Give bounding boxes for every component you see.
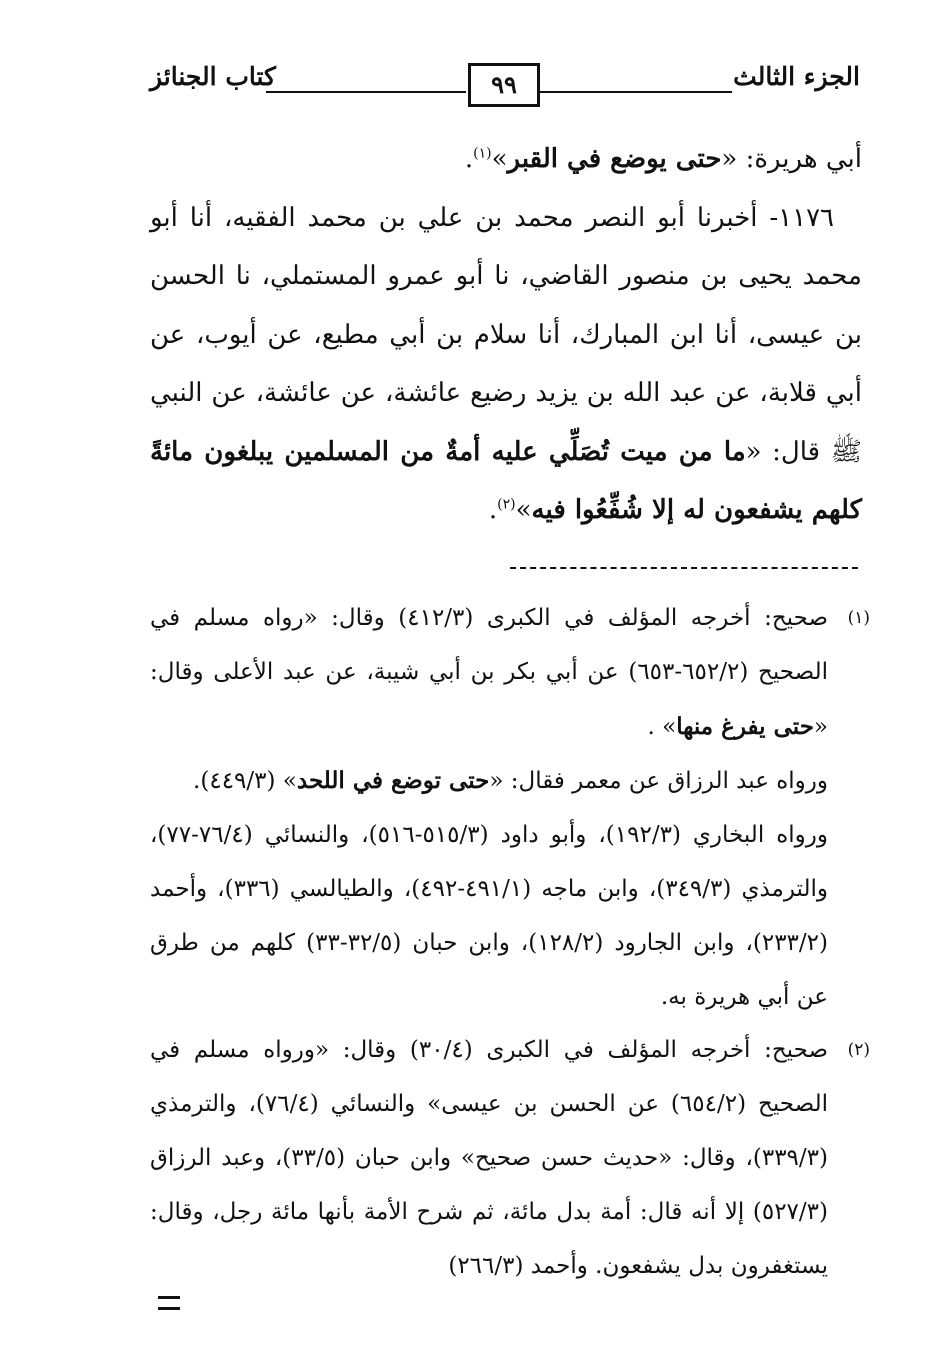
footnote-1-line-1 — [150, 592, 828, 754]
header-rule-right — [540, 91, 732, 93]
paragraph-hadith-1176 — [150, 189, 862, 540]
paragraph-continuation — [150, 130, 862, 189]
footnote-ref-2: (٢) — [497, 496, 516, 513]
footnote-ref-1: (١) — [473, 145, 492, 162]
paragraph-2-suffix: » — [515, 495, 532, 525]
footnote-1-text-d: » (٤٤٩/٣). — [193, 768, 297, 795]
header-book-title: كتاب الجنائز — [150, 62, 276, 91]
page-number-box: ٩٩ — [468, 63, 540, 107]
header-rule-left — [266, 91, 466, 93]
footnote-1-quote-b: حتى توضع في اللحد — [296, 767, 490, 795]
footnote-1 — [150, 592, 870, 1024]
footnote-1-marker: (١) — [847, 608, 870, 628]
paragraph-1-end: . — [464, 144, 474, 174]
isnad-text: ١١٧٦- أخبرنا أبو النصر محمد بن علي بن محمد الفقيه، أنا أبو محمد يحيى بن منصور القاضي، نا أبو عمرو المستملي، نا الحسن بن عيسى، أنا ابن المبارك، أنا سلام بن أبي مطيع، عن أيوب، عن أبي قلابة، عن عبد الله بن يزيد رضيع عائشة، عن عائشة، عن النبي ﷺ قال: « — [150, 202, 862, 467]
footnote-2-marker: (٢) — [847, 1040, 870, 1061]
footnote-1-text-c: ورواه عبد الرزاق عن معمر فقال: « — [489, 768, 828, 795]
continuation-mark-icon — [158, 1296, 180, 1310]
paragraph-2-end: . — [488, 495, 498, 525]
footnotes — [150, 592, 870, 1293]
footnote-1-text-a: صحيح: أخرجه المؤلف في الكبرى (٤١٢/٣) وقال: «رواه مسلم في الصحيح (٦٥٢/٢-٦٥٣) عن أبي بكر بن أبي شيبة، عن عبد الأعلى وقال: « — [150, 605, 828, 740]
hadith-text-1: حتى يوضع في القبر — [507, 144, 722, 174]
page-header — [150, 56, 860, 108]
footnote-1-line-3: ورواه البخاري (١٩٢/٣)، وأبو داود (٥١٥/٣-٥١٦)، والنسائي (٧٦/٤-٧٧)، والترمذي (٣٤٩/٣)، وابن ماجه (٤٩١/١-٤٩٢)، والطيالسي (٣٣٦)، وأحمد (٢٣٣/٢)، وابن الجارود (١٢٨/٢)، وابن حبان (٣٢/٥-٣٣) كلهم من طرق عن أبي هريرة به. — [150, 822, 828, 1010]
paragraph-1-prefix: أبي هريرة: « — [721, 144, 862, 174]
footnote-separator — [510, 567, 858, 569]
footnote-1-quote-a: حتى يفرغ منها — [676, 712, 814, 740]
main-text — [150, 130, 862, 540]
hadith-text-2: ما من ميت تُصَلِّي عليه أمةٌ من المسلمين يبلغون مائةً كلهم يشفعون له إلا شُفِّعُوا فيه — [150, 436, 862, 525]
footnote-1-line-2 — [150, 754, 828, 809]
paragraph-1-suffix: » — [491, 144, 508, 174]
footnote-1-text-b: » . — [647, 713, 677, 740]
footnote-2-text: صحيح: أخرجه المؤلف في الكبرى (٣٠/٤) وقال: «ورواه مسلم في الصحيح (٦٥٤/٢) عن الحسن بن عيسى» والنسائي (٧٦/٤)، والترمذي (٣٣٩/٣)، وقال: «حديث حسن صحيح» وابن حبان (٣٣/٥)، وعبد الرزاق (٥٢٧/٣) إلا أنه قال: أمة بدل مائة، ثم شرح الأمة بأنها مائة رجل، وقال: يستغفرون بدل يشفعون. وأحمد (٢٦٦/٣) — [150, 1037, 828, 1279]
header-part-title: الجزء الثالث — [733, 62, 860, 91]
footnote-2 — [150, 1024, 870, 1293]
